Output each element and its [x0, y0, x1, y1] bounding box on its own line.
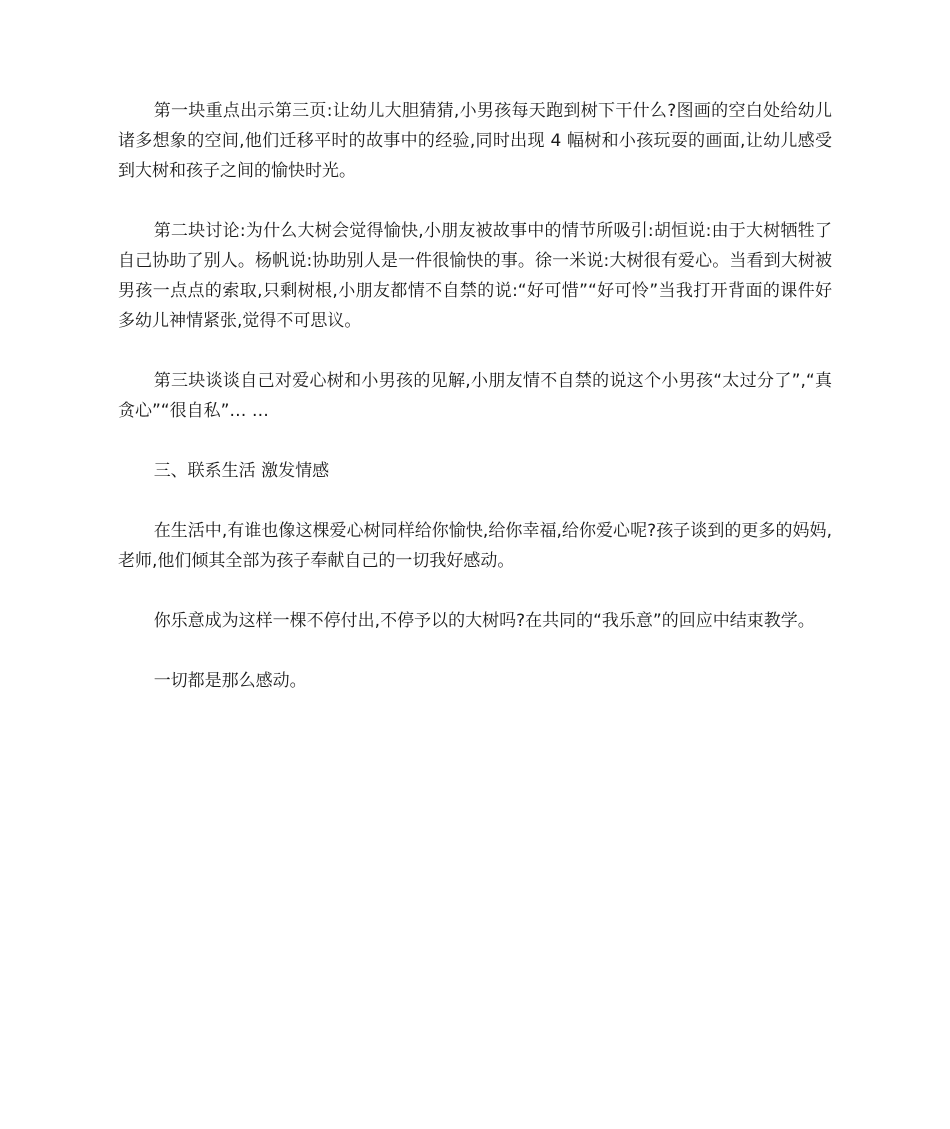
paragraph-4: 在生活中,有谁也像这棵爱心树同样给你愉快,给你幸福,给你爱心呢?孩子谈到的更多的妈妈,老师,他们倾其全部为孩子奉献自己的一切我好感动。: [118, 521, 832, 571]
paragraph-3: 第三块谈谈自己对爱心树和小男孩的见解,小朋友情不自禁的说这个小男孩“太过分了”,“真贪心”“很自私”… …: [118, 371, 832, 421]
paragraph-1: 第一块重点出示第三页:让幼儿大胆猜猜,小男孩每天跑到树下干什么?图画的空白处给幼儿诸多想象的空间,他们迁移平时的故事中的经验,同时出现 4 幅树和小孩玩耍的画面,让幼儿感受到大树和孩子之间的愉快时光。: [118, 101, 832, 181]
document-body: [118, 96, 832, 726]
paragraph-2: 第二块讨论:为什么大树会觉得愉快,小朋友被故事中的情节所吸引:胡恒说:由于大树牺牲了自己协助了别人。杨帆说:协助别人是一件很愉快的事。徐一米说:大树很有爱心。当看到大树被男孩一点点的索取,只剩树根,小朋友都情不自禁的说:“好可惜”“好可怜”当我打开背面的课件好多幼儿神情紧张,觉得不可思议。: [118, 221, 832, 331]
paragraph-6: 一切都是那么感动。: [153, 671, 307, 691]
section-heading: 三、联系生活 激发情感: [153, 461, 330, 481]
paragraph-5: 你乐意成为这样一棵不停付出,不停予以的大树吗?在共同的“我乐意”的回应中结束教学。: [153, 611, 815, 631]
